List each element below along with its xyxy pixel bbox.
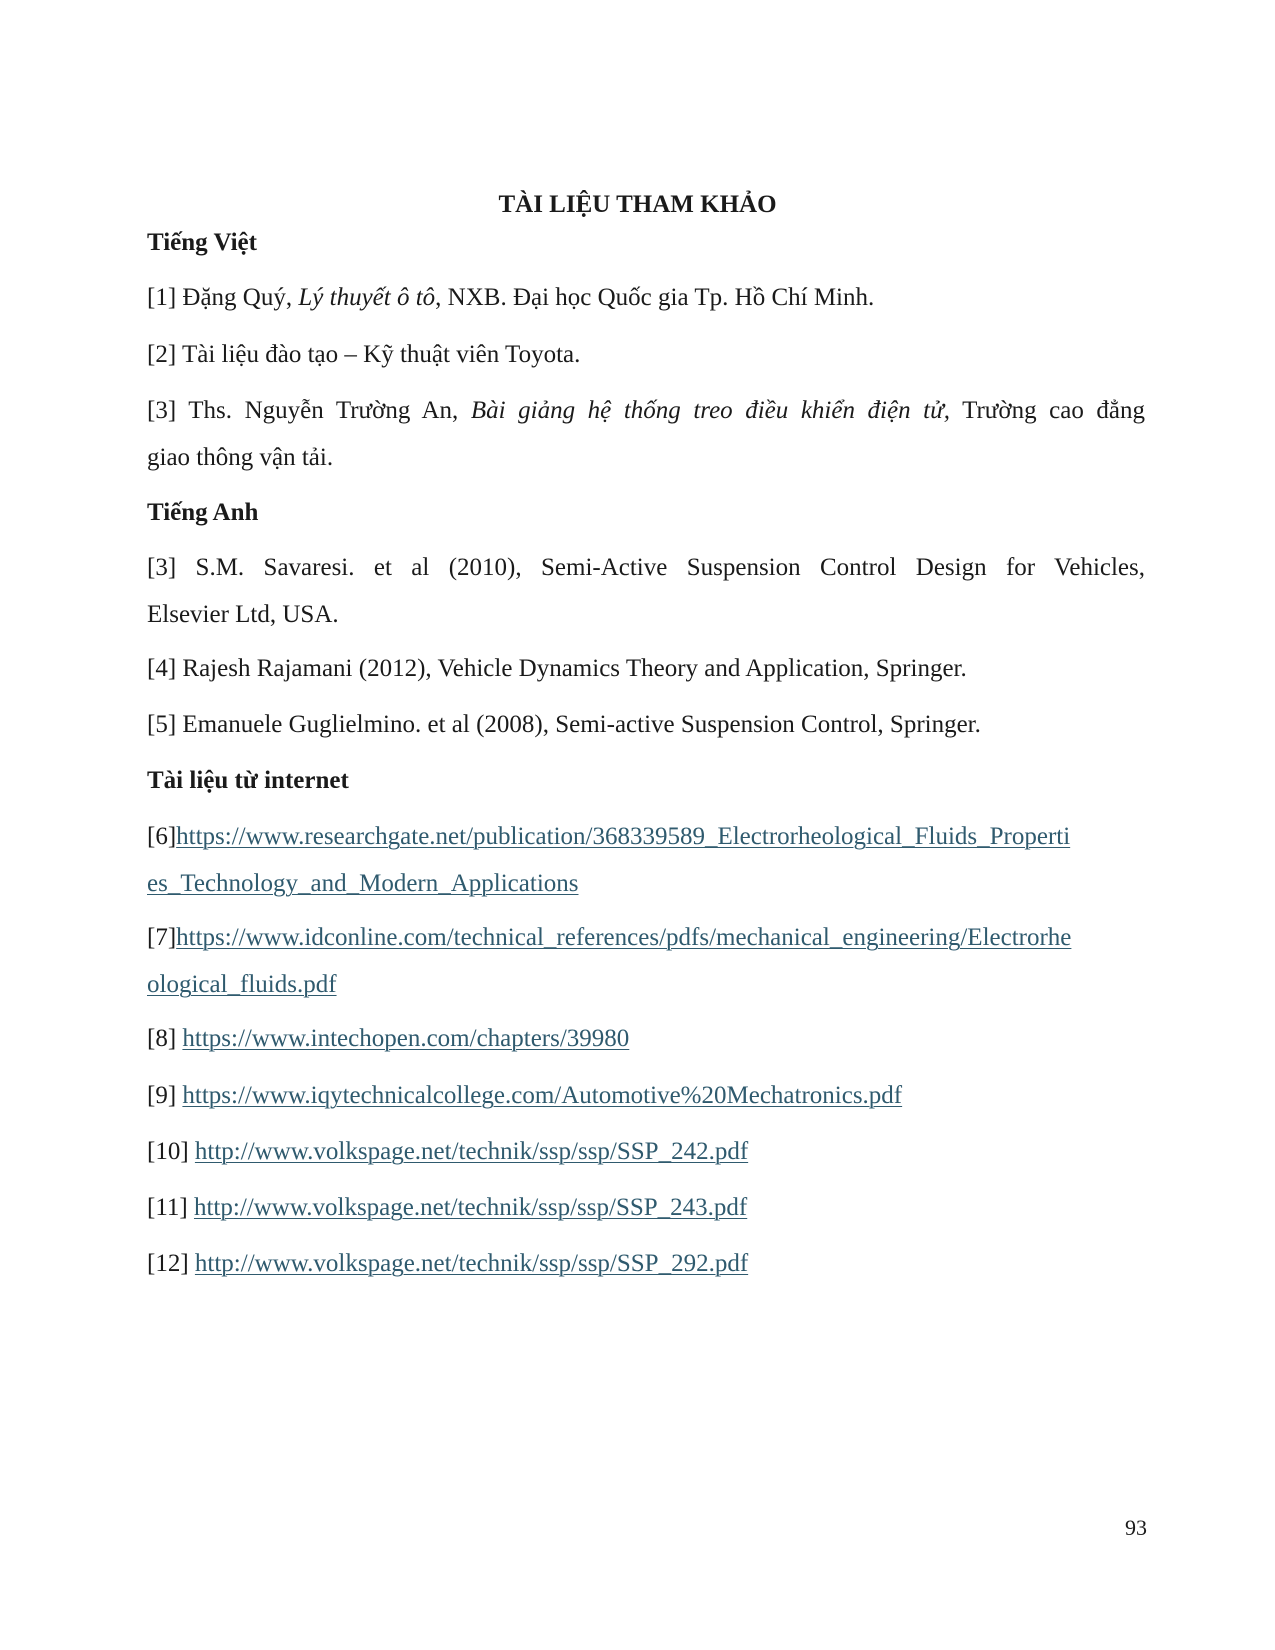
reference-11 — [147, 1184, 1145, 1231]
reference-text: S.M. Savaresi. et al (2010), Semi-Active Suspension Control Design for Vehicles, — [195, 554, 1146, 581]
reference-link[interactable]: http://www.volkspage.net/technik/ssp/ssp/SSP_243.pdf — [193, 1194, 748, 1221]
reference-text: Tài liệu đào tạo – Kỹ thuật viên Toyota. — [181, 341, 581, 368]
reference-author: Ths. Nguyễn Trường An, — [188, 397, 471, 424]
reference-number: [4] — [147, 655, 177, 682]
reference-8 — [147, 1015, 1145, 1062]
reference-4 — [147, 645, 1145, 692]
reference-link[interactable]: http://www.volkspage.net/technik/ssp/ssp/SSP_242.pdf — [194, 1138, 749, 1165]
reference-number: [8] — [147, 1025, 177, 1052]
reference-link-continued[interactable]: ological_fluids.pdf — [147, 971, 337, 998]
reference-number: [9] — [147, 1082, 177, 1109]
reference-number: [6] — [147, 823, 177, 850]
reference-text: Rajesh Rajamani (2012), Vehicle Dynamics Theory and Application, Springer. — [182, 655, 967, 682]
reference-3-english — [147, 544, 1145, 638]
section-heading-vietnamese: Tiếng Việt — [147, 229, 257, 256]
section-heading-internet: Tài liệu từ internet — [147, 767, 349, 794]
reference-9 — [147, 1072, 1145, 1119]
reference-line — [147, 813, 1145, 860]
reference-number: [10] — [147, 1138, 189, 1165]
page-number: 93 — [1125, 1515, 1147, 1540]
section-heading-english: Tiếng Anh — [147, 499, 259, 526]
reference-number: [7] — [147, 924, 177, 951]
page-title: TÀI LIỆU THAM KHẢO — [498, 191, 777, 218]
reference-line-continued: Elsevier Ltd, USA. — [147, 601, 339, 628]
reference-2 — [147, 331, 1145, 378]
reference-3-vietnamese — [147, 387, 1145, 481]
reference-link[interactable]: https://www.iqytechnicalcollege.com/Automotive%20Mechatronics.pdf — [182, 1082, 903, 1109]
reference-7 — [147, 914, 1145, 1008]
reference-number: [2] — [147, 341, 177, 368]
reference-number: [11] — [147, 1194, 188, 1221]
reference-link[interactable]: https://www.idconline.com/technical_references/pdfs/mechanical_engineering/Electrorhe — [176, 924, 1072, 951]
reference-author: Đặng Quý, — [182, 284, 299, 311]
reference-10 — [147, 1128, 1145, 1175]
reference-publisher: Trường cao đẳng — [949, 397, 1145, 424]
reference-number: [3] — [147, 554, 177, 581]
reference-link-continued[interactable]: es_Technology_and_Modern_Applications — [147, 870, 579, 897]
reference-line — [147, 387, 1145, 434]
reference-number: [5] — [147, 711, 177, 738]
reference-number: [1] — [147, 284, 177, 311]
reference-6 — [147, 813, 1145, 907]
reference-line — [147, 544, 1145, 591]
reference-text: Emanuele Guglielmino. et al (2008), Semi-active Suspension Control, Springer. — [182, 711, 981, 738]
reference-title: Lý thuyết ô tô — [298, 284, 436, 311]
reference-number: [12] — [147, 1250, 189, 1277]
reference-1 — [147, 274, 1145, 321]
reference-12 — [147, 1240, 1145, 1287]
reference-5 — [147, 701, 1145, 748]
reference-link[interactable]: https://www.researchgate.net/publication/368339589_Electrorheological_Fluids_Properti — [176, 823, 1071, 850]
reference-number: [3] — [147, 397, 177, 424]
reference-publisher: , NXB. Đại học Quốc gia Tp. Hồ Chí Minh. — [435, 284, 875, 311]
reference-line — [147, 914, 1145, 961]
reference-link[interactable]: http://www.volkspage.net/technik/ssp/ssp/SSP_292.pdf — [194, 1250, 749, 1277]
reference-line-continued: giao thông vận tải. — [147, 444, 334, 471]
reference-link[interactable]: https://www.intechopen.com/chapters/39980 — [182, 1025, 630, 1052]
reference-title: Bài giảng hệ thống treo điều khiển điện tử, — [470, 397, 950, 424]
